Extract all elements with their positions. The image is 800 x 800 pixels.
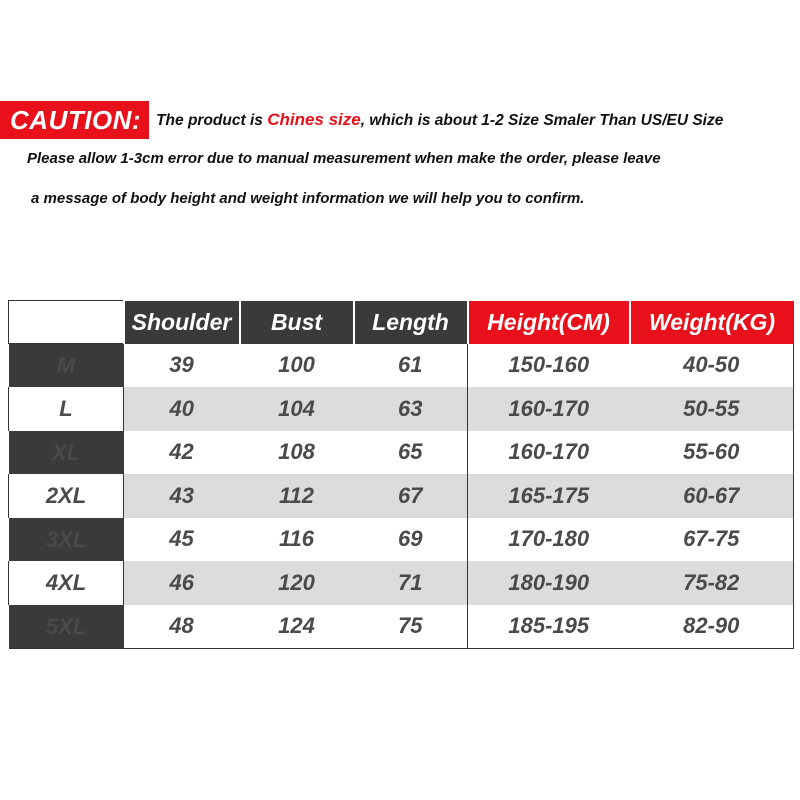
weight-cell: 55-60 <box>630 431 794 475</box>
caution-highlight: Chines size <box>267 110 361 129</box>
size-cell: 3XL <box>9 518 124 562</box>
height-cell: 180-190 <box>468 561 630 605</box>
header-shoulder: Shoulder <box>124 301 240 344</box>
height-cell: 185-195 <box>468 605 630 649</box>
shoulder-cell: 42 <box>124 431 240 475</box>
shoulder-cell: 46 <box>124 561 240 605</box>
bust-cell: 116 <box>240 518 354 562</box>
table-header-row <box>9 301 794 344</box>
table-row <box>9 387 794 431</box>
table-row <box>9 518 794 562</box>
height-cell: 160-170 <box>468 387 630 431</box>
note-line-2: a message of body height and weight information we will help you to confirm. <box>31 190 585 207</box>
length-cell: 61 <box>354 344 468 388</box>
table-row <box>9 431 794 475</box>
length-cell: 67 <box>354 474 468 518</box>
weight-cell: 50-55 <box>630 387 794 431</box>
size-chart-table <box>8 300 794 649</box>
size-cell: 2XL <box>9 474 124 518</box>
table-row <box>9 344 794 388</box>
caution-line <box>0 101 800 139</box>
bust-cell: 104 <box>240 387 354 431</box>
caution-text <box>156 110 723 130</box>
shoulder-cell: 39 <box>124 344 240 388</box>
weight-cell: 75-82 <box>630 561 794 605</box>
header-height: Height(CM) <box>468 301 630 344</box>
height-cell: 170-180 <box>468 518 630 562</box>
caution-text-before: The product is <box>156 112 268 129</box>
size-cell: M <box>9 344 124 388</box>
shoulder-cell: 48 <box>124 605 240 649</box>
header-size: Size <box>9 301 124 344</box>
length-cell: 63 <box>354 387 468 431</box>
header-length: Length <box>354 301 468 344</box>
height-cell: 150-160 <box>468 344 630 388</box>
weight-cell: 60-67 <box>630 474 794 518</box>
bust-cell: 112 <box>240 474 354 518</box>
length-cell: 75 <box>354 605 468 649</box>
table-row <box>9 561 794 605</box>
height-cell: 160-170 <box>468 431 630 475</box>
shoulder-cell: 45 <box>124 518 240 562</box>
bust-cell: 100 <box>240 344 354 388</box>
table-row <box>9 474 794 518</box>
bust-cell: 108 <box>240 431 354 475</box>
header-bust: Bust <box>240 301 354 344</box>
shoulder-cell: 43 <box>124 474 240 518</box>
bust-cell: 120 <box>240 561 354 605</box>
weight-cell: 40-50 <box>630 344 794 388</box>
caution-text-after: , which is about 1-2 Size Smaler Than US/EU Size <box>360 112 724 129</box>
length-cell: 69 <box>354 518 468 562</box>
bust-cell: 124 <box>240 605 354 649</box>
caution-badge: CAUTION: <box>0 101 149 139</box>
size-cell: 5XL <box>9 605 124 649</box>
size-cell: XL <box>9 431 124 475</box>
table-row <box>9 605 794 649</box>
weight-cell: 67-75 <box>630 518 794 562</box>
note-line-1: Please allow 1-3cm error due to manual measurement when make the order, please leave <box>27 150 661 167</box>
weight-cell: 82-90 <box>630 605 794 649</box>
length-cell: 71 <box>354 561 468 605</box>
header-weight: Weight(KG) <box>630 301 794 344</box>
shoulder-cell: 40 <box>124 387 240 431</box>
length-cell: 65 <box>354 431 468 475</box>
size-cell: 4XL <box>9 561 124 605</box>
size-cell: L <box>9 387 124 431</box>
height-cell: 165-175 <box>468 474 630 518</box>
